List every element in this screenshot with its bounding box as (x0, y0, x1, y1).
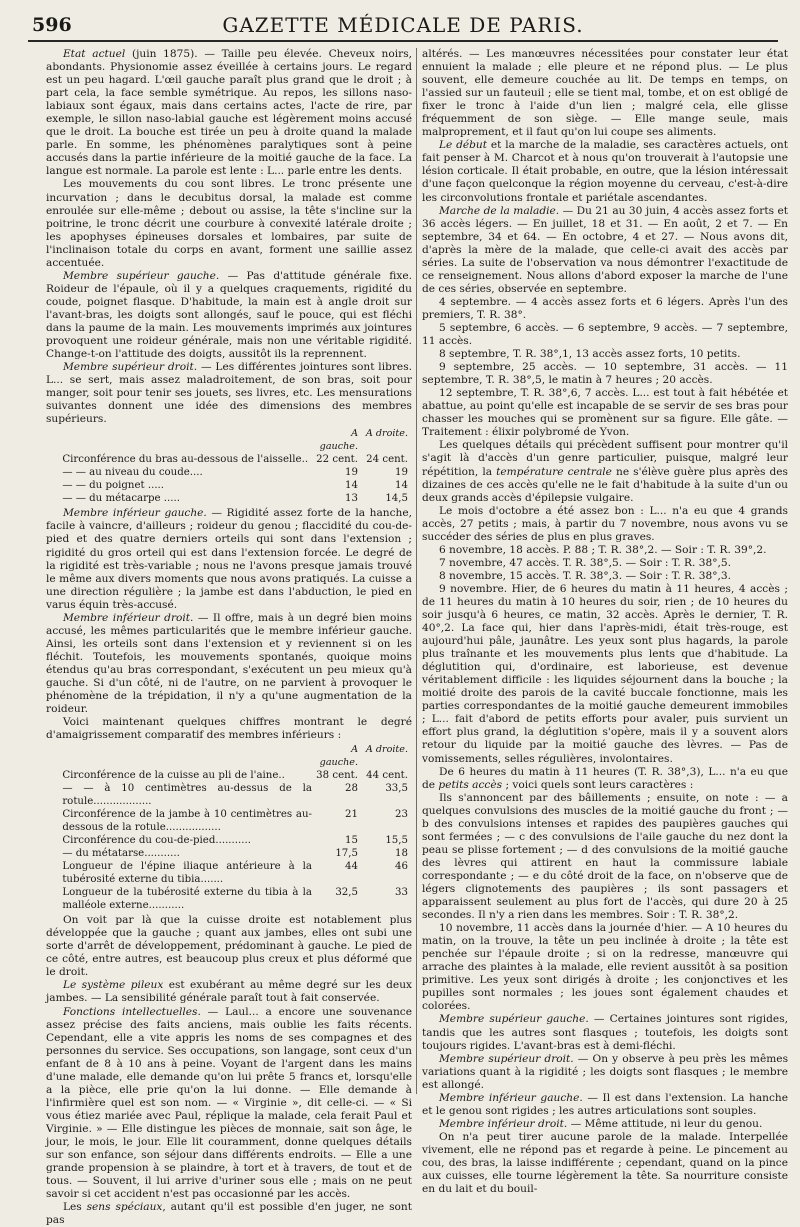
row-label: Circonférence de la cuisse au pli de l'aine.. (62, 770, 285, 782)
paragraph: On voit par là que la cuisse droite est notablement plus développée que la gauche ; quant aux jambes, elles ont subi une sorte d'arrêt de développement, prédominant à gauche. Le pied de ce côté, entre autres, est beaucoup plus creux et plus déformé que le droit. (46, 914, 412, 979)
paragraph: 9 novembre. Hier, de 6 heures du matin à 11 heures, 4 accès ; de 11 heures du matin à 10 heures du soir, rien ; de 10 heures du soir jusqu'à 6 heures, ce matin, 32 accès. Après le dernier, T. R. 40°,2. La face qui, hier dans l'après-midi, était très-rouge, est aujourd'hui pâle, jaunâtre. Les yeux sont plus hagards, la parole plus traînante et les mouvements plus lents que d'habitude. La déglutition qui, d'ordinaire, est laborieuse, est devenue véritablement difficile : les liquides séjournent dans la bouche ; la moitié droite des parois de la cavité buccale fonctionne, mais les parties correspondantes de la moitié gauche demeurent immobiles ; L... fait d'abord de petits efforts pour avaler, puis survient un effort plus grand, la déglutition s'opère, mais il y a souvent alors retour du liquide par la moitié gauche des lèvres. — Pas de vomissements, selles régulières, involontaires. (422, 582, 788, 765)
table-row (46, 466, 412, 479)
table-row (46, 769, 412, 782)
value-right: 14 (395, 480, 408, 492)
running-title: GAZETTE MÉDICALE DE PARIS. (222, 13, 584, 37)
paragraph-text: ; voici quels sont leurs caractères : (502, 778, 694, 791)
section-heading: Le début (438, 139, 488, 152)
section-heading: Membre inférieur gauche. (62, 507, 207, 520)
paragraph (422, 439, 788, 504)
page-header (28, 10, 778, 42)
value-left: 13 (345, 493, 358, 505)
value-right: 33 (395, 887, 408, 899)
page-number: 596 (32, 14, 72, 36)
paragraph (422, 1013, 788, 1052)
row-label: Circonférence du bras au-dessous de l'aisselle.. (62, 454, 309, 466)
value-right: 23 (395, 809, 408, 821)
measurement-table-arms (46, 427, 412, 505)
column-header-right: A droite. (365, 744, 408, 756)
paragraph-text: De 6 heures du matin à 11 heures (T. R. 38°,3), L... n'a eu que de (422, 765, 788, 791)
value-right: 44 cent. (366, 770, 408, 782)
paragraph-text: Les quelques détails qui précèdent suffisent pour montrer qu'il s'agit là d'accès d'un genre particulier, puisque, malgré leur répétition, la (422, 439, 788, 478)
row-label: — — du poignet ..... (62, 480, 165, 492)
paragraph (46, 270, 412, 361)
value-left: 15 (345, 835, 358, 847)
value-left: 17,5 (335, 848, 358, 860)
value-left: 14 (345, 480, 358, 492)
paragraph: 10 novembre, 11 accès dans la journée d'hier. — A 10 heures du matin, on la trouve, la tête un peu inclinée à droite ; la tête est penchée sur l'épaule droite ; si on la redresse, manœuvre qui arrache des plaintes à la malade, elle revient aussitôt à sa position primitive. Les yeux sont dirigés à droite ; les conjonctives et les pupilles sont normales ; les joues sont également chaudes et colorées. (422, 922, 788, 1013)
paragraph (422, 1092, 788, 1118)
paragraph: altérés. — Les manœuvres nécessitées pour constater leur état ennuient la malade ; elle pleure et ne répond plus. — Le plus souvent, elle demeure couchée au lit. De temps en temps, on l'assied sur un fauteuil ; elle se tient mal, tombe, et on est obligé de fixer le tronc à l'aide d'un lien ; malgré cela, elle glisse fréquemment de son siège. — Elle mange seule, mais malproprement, et il faut qu'on lui coupe ses aliments. (422, 48, 788, 139)
value-right: 33,5 (385, 783, 408, 795)
row-label: — — au niveau du coude.... (62, 467, 203, 479)
table-row (46, 834, 412, 847)
section-heading: Marche de la maladie. (438, 204, 560, 217)
value-left: 32,5 (335, 887, 358, 899)
paragraph: 8 septembre, T. R. 38°,1, 13 accès assez forts, 10 petits. (438, 348, 741, 361)
paragraph-text: — Même attitude, ni leur du genou. (567, 1117, 763, 1130)
value-right: 46 (395, 861, 408, 873)
column-header-left: A gauche. (319, 428, 358, 453)
table-row (46, 453, 412, 466)
paragraph (422, 1118, 788, 1131)
section-heading: Membre supérieur droit. (438, 1052, 574, 1065)
paragraph: 8 novembre, 15 accès. T. R. 38°,3. — Soir : T. R. 38°,3. (438, 569, 732, 582)
row-label: Longueur de la tubérosité externe du tibia à la malléole externe........... (62, 887, 312, 912)
right-column (422, 48, 789, 1196)
paragraph: On n'a peut tirer aucune parole de la malade. Interpellée vivement, elle ne répond pas et regarde à peine. Le pincement au cou, des bras, la laisse indifférente ; cependant, quand on la pince aux cuisses, elle tourne légèrement la tête. Sa nourriture consiste en du lait et du bouil- (422, 1130, 788, 1196)
value-right: 14,5 (385, 493, 408, 505)
value-left: 22 cent. (316, 454, 358, 466)
section-heading: Etat actuel (62, 48, 126, 60)
row-label: — — à 10 centimètres au-dessus de la rotule.................. (62, 783, 312, 808)
paragraph-text: — Rigidité assez forte de la hanche, facile à vaincre, d'ailleurs ; roideur du genou ; flaccidité du cou-de-pied et des quatre derniers orteils qui sont dans l'extension ; rigidité du gros orteil qui est dans l'extension forcée. Le degré de la rigidité est très-variable ; nous ne l'avons presque jamais trouvé le même aux divers moments que nous avons pratiqués. La cuisse a une direction régulière ; la jambe est dans l'abduction, le pied en varus équin très-accusé. (46, 507, 412, 611)
table-row (46, 492, 412, 505)
section-heading: Membre inférieur droit. (62, 611, 194, 624)
section-heading: température centrale (496, 465, 612, 478)
section-heading: Membre inférieur gauche. (438, 1091, 583, 1104)
row-label: — du métatarse........... (62, 848, 180, 860)
paragraph-text: — Laul... a encore une souvenance assez précise des faits anciens, mais oublie les faits récents. Cependant, elle a vite appris les noms de ses compagnes et des personnes du service. Ses occupations, son langage, sont ceux d'un enfant de 8 à 10 ans à peine. Voyant de l'argent dans les mains d'une malade, elle demande qu'on lui prête 5 francs et, lorsqu'elle a la pièce, elle prie qu'on la lui donne. — Elle demande à l'infirmière quel est son nom. — « Virginie », dit celle-ci. — « Si vous étiez mariée avec Paul, réplique la malade, cela ferait Paul et Virginie. » — Elle distingue les pièces de monnaie, sait son âge, le jour, le mois, le jour. Elle lit couramment, donne quelques détails sur son enfance, son séjour dans différents endroits. — Elle a une grande propension à se plaindre, à tort et à travers, de tout et de tous. — Souvent, il lui arrive d'uriner sous elle ; mais on ne peut savoir si cet accident n'est pas occasionné par les accès. (46, 1005, 412, 1201)
table-row (46, 886, 412, 912)
paragraph: 4 septembre. — 4 accès assez forts et 6 légers. Après l'un des premiers, T. R. 38°. (422, 295, 788, 321)
paragraph (46, 361, 412, 426)
paragraph (46, 507, 412, 611)
value-right: 15,5 (385, 835, 408, 847)
table-row (46, 479, 412, 492)
value-left: 38 cent. (316, 770, 358, 782)
row-label: Circonférence du cou-de-pied........... (62, 835, 251, 847)
section-heading: Le système pileux (62, 979, 164, 992)
table-header-row (46, 427, 412, 453)
section-heading: petits accès (438, 778, 503, 791)
paragraph-text: — Les différentes jointures sont libres. L... se sert, mais assez maladroitement, de son bras, soit pour manger, soit pour tenir ses jouets, ses livres, etc. Les mensurations suivantes donnent une idée des dimensions des membres supérieurs. (46, 361, 412, 426)
table-row (46, 847, 412, 860)
table-header-row (46, 743, 412, 769)
left-column (46, 48, 413, 1227)
paragraph (46, 48, 412, 178)
value-right: 19 (395, 467, 408, 479)
paragraph-text: Les (62, 1201, 87, 1214)
paragraph (46, 1201, 412, 1227)
value-left: 19 (345, 467, 358, 479)
paragraph-text: , autant qu'il est possible d'en juger, ne sont pas (46, 1201, 412, 1227)
paragraph-text: ne s'élève guère plus après des dizaines de ces accès qu'elle ne le fait d'habitude à la suite d'un ou deux grands accès d'épilepsie vulgaire. (422, 465, 788, 504)
table-row (46, 808, 412, 834)
paragraph-text: — Du 21 au 30 juin, 4 accès assez forts et 36 accès légers. — En juillet, 18 et 31. — En août, 2 et 7. — En septembre, 34 et 64. — En octobre, 4 et 27. — Nous avons dit, d'après la mère de la malade, que celle-ci avait des accès par séries. La suite de l'observation va nous démontrer l'exactitude de ce renseignement. Nous allons d'abord exposer la marche de l'une de ces séries, observée en septembre. (422, 204, 788, 295)
paragraph (422, 139, 788, 204)
row-label: — — du métacarpe ..... (62, 493, 180, 505)
paragraph (422, 766, 788, 792)
paragraph: 6 novembre, 18 accès. P. 88 ; T. R. 38°,2. — Soir : T. R. 39°,2. (438, 543, 767, 556)
paragraph-text: (juin 1875). — Taille peu élevée. Cheveux noirs, abondants. Physionomie assez éveillée à certains jours. Le regard est un peu hagard. L'œil gauche paraît plus grand que le droit ; à part cela, la face semble symétrique. Au repos, les sillons naso-labiaux sont égaux, mais dans certains actes, l'acte de rire, par exemple, le sillon naso-labial gauche est légèrement moins accusé que le droit. La bouche est tirée un peu à droite quand la malade parle. En somme, les phénomènes paralytiques sont à peine accusés dans la partie inférieure de la moitié gauche de la face. La langue est normale. La parole est lente : L... parle entre les dents. (46, 48, 413, 178)
paragraph (46, 1006, 412, 1202)
paragraph-text: est exubérant au même degré sur les deux jambes. — La sensibilité générale paraît tout à fait conservée. (46, 979, 412, 1005)
section-heading: Membre inférieur droit. (438, 1117, 568, 1130)
paragraph: 12 septembre, T. R. 38°,6, 7 accès. L... est tout à fait hébétée et abattue, au point qu'elle est incapable de se servir de ses bras pour chasser les mouches qui se promènent sur sa figure. Elle gâte. — Traitement : élixir polybromé de Yvon. (422, 387, 788, 439)
paragraph-text: — Certaines jointures sont rigides, tandis que les autres sont flasques ; toutefois, les doigts sont toujours rigides. L'avant-bras est à demi-fléchi. (422, 1013, 788, 1052)
paragraph: 9 septembre, 25 accès. — 10 septembre, 31 accès. — 11 septembre, T. R. 38°,5, le matin à 7 heures ; 20 accès. (422, 361, 788, 387)
table-row (46, 860, 412, 886)
value-left: 28 (345, 783, 358, 795)
section-heading: Fonctions intellectuelles. (62, 1005, 201, 1018)
paragraph-text: et la marche de la maladie, ses caractères actuels, ont fait penser à M. Charcot et à nous qu'on trouverait à l'autopsie une lésion corticale. Il était probable, en outre, que la lésion intéressait d'une façon quelconque la région moyenne du cerveau, c'est-à-dire les circonvolutions frontale et pariétale ascendantes. (422, 139, 788, 204)
value-left: 21 (345, 809, 358, 821)
table-row (46, 782, 412, 808)
value-right: 18 (395, 848, 408, 860)
paragraph-text: — On y observe à peu près les mêmes variations quant à la rigidité ; les doigts sont flasques ; le membre est allongé. (422, 1052, 788, 1091)
paragraph-text: — Il offre, mais à un degré bien moins accusé, les mêmes particularités que le membre inférieur gauche. Ainsi, les orteils sont dans l'extension et y reviennent si on les fléchit. Toutefois, les mouvements spontanés, quoique moins étendus qu'au bras correspondant, s'exécutent un peu mieux qu'à gauche. Si d'un côté, ni de l'autre, on ne parvient à provoquer le phénomène de la trépidation, il n'y a qu'une augmentation de la roideur. (46, 611, 412, 716)
value-right: 24 cent. (366, 454, 408, 466)
section-heading: Membre supérieur droit. (62, 361, 198, 374)
column-header-left: A gauche. (319, 744, 358, 769)
paragraph: 7 novembre, 47 accès. T. R. 38°,5. — Soir : T. R. 38°,5. (438, 556, 732, 569)
paragraph: Le mois d'octobre a été assez bon : L... n'a eu que 4 grands accès, 27 petits ; mais, à partir du 7 novembre, nous avons vu se succéder des séries de plus en plus graves. (422, 504, 788, 543)
row-label: Longueur de l'épine iliaque antérieure à la tubérosité externe du tibia....... (62, 861, 312, 886)
paragraph: Ils s'annoncent par des bâillements ; ensuite, on note : — a quelques convulsions des muscles de la moitié gauche du front ; — b des convulsions intenses et rapides des paupières gauches qui sont fermées ; — c des convulsions de l'aile gauche du nez dont la peau se plisse fortement ; — d des convulsions de la moitié gauche des lèvres qui attirent en haut la commissure labiale correspondante ; — e du côté droit de la face, on n'observe que de légers clignotements des paupières ; ils sont passagers et apparaissent seulement au plus fort de l'accès, qui dure 20 à 25 secondes. Il n'y a rien dans les membres. Soir : T. R. 38°,2. (422, 791, 788, 922)
section-heading: Membre supérieur gauche. (438, 1013, 589, 1026)
paragraph (422, 1053, 788, 1092)
paragraph-text: — Pas d'attitude générale fixe. Roideur de l'épaule, où il y a quelques craquements, rigidité du coude, poignet flasque. D'habitude, la main est à angle droit sur l'avant-bras, les doigts sont allongés, sauf le pouce, qui est fléchi dans la paume de la main. Les mouvements imprimés aux jointures provoquent une roideur générale, mais non une véritable rigidité. Change-t-on l'attitude des doigts, aussitôt ils la reprennent. (46, 269, 412, 361)
value-left: 44 (345, 861, 358, 873)
column-divider (416, 48, 417, 1094)
column-header-right: A droite. (365, 428, 408, 440)
paragraph (46, 612, 412, 716)
paragraph (46, 979, 412, 1005)
row-label: Circonférence de la jambe à 10 centimètres au-dessous de la rotule................. (62, 809, 312, 834)
section-heading: Membre supérieur gauche. (62, 269, 220, 282)
paragraph (422, 205, 788, 296)
section-heading: sens spéciaux (86, 1201, 163, 1214)
paragraph: 5 septembre, 6 accès. — 6 septembre, 9 accès. — 7 septembre, 11 accès. (422, 321, 788, 348)
measurement-table-legs (46, 743, 412, 912)
paragraph: Les mouvements du cou sont libres. Le tronc présente une incurvation ; dans le decubitus dorsal, la malade est comme enroulée sur elle-même ; debout ou assise, la tête s'incline sur la poitrine, le tronc décrit une courbure à convexité latérale droite ; les apophyses épineuses dorsales et lombaires, par suite de l'inclinaison totale du corps en avant, forment une saillie assez accentuée. (46, 178, 412, 269)
paragraph-text: — Il est dans l'extension. La hanche et le genou sont rigides ; les autres articulations sont souples. (422, 1091, 789, 1117)
paragraph: Voici maintenant quelques chiffres montrant le degré d'amaigrissement comparatif des membres inférieurs : (46, 716, 412, 742)
